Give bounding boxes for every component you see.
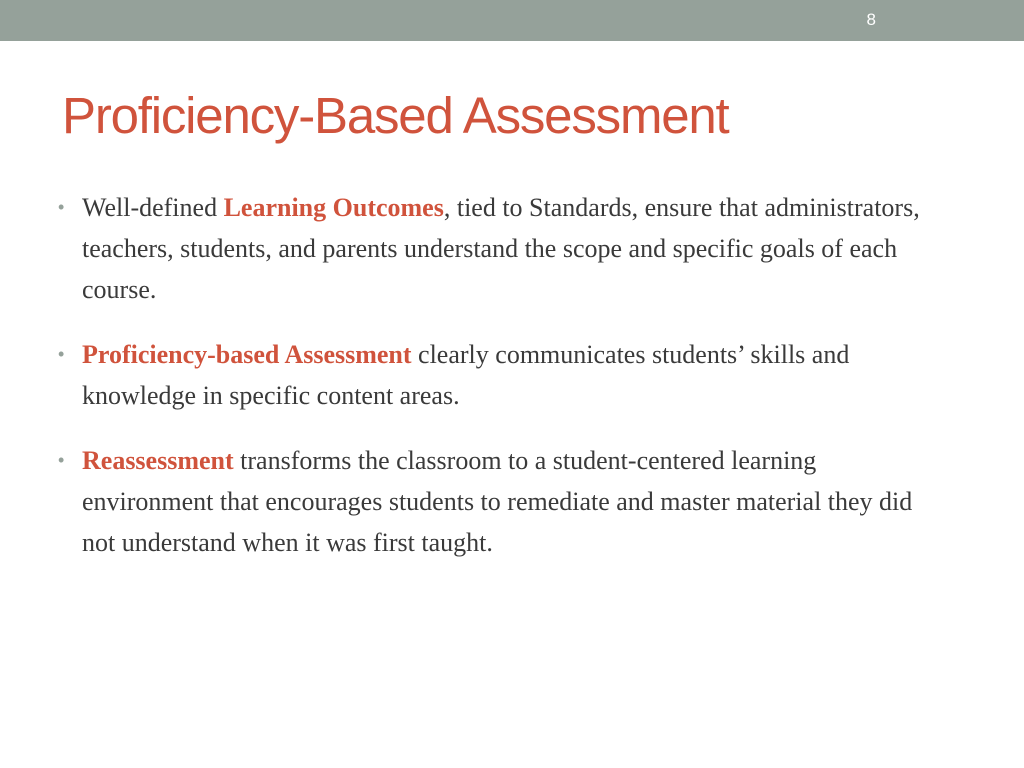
bullet-text-after: clearly communicates students’ skills and knowledge in specific content areas. [82,340,850,410]
bullet-dot-icon: • [58,450,65,470]
bullet-text-before: Well-defined [82,193,224,222]
bullet-item-reassessment [58,440,938,563]
bullet-emphasis: Learning Outcomes [223,193,444,222]
bullet-item-learning-outcomes [58,187,938,310]
bullet-list [58,187,938,587]
bullet-item-proficiency-assessment [58,334,938,416]
bullet-dot-icon: • [58,197,65,217]
bullet-emphasis: Proficiency-based Assessment [82,340,412,369]
slide-number: 8 [866,10,876,29]
bullet-dot-icon: • [58,344,65,364]
bullet-text-after: transforms the classroom to a student-centered learning environment that encourages students to remediate and master material they did not understand when it was first taught. [82,446,913,557]
slide-title: Proficiency-Based Assessment [62,87,729,144]
bullet-text-after: , tied to Standards, ensure that administrators, teachers, students, and parents understand the scope and specific goals of each course. [82,193,920,304]
bullet-emphasis: Reassessment [82,446,234,475]
top-band [0,0,1024,41]
